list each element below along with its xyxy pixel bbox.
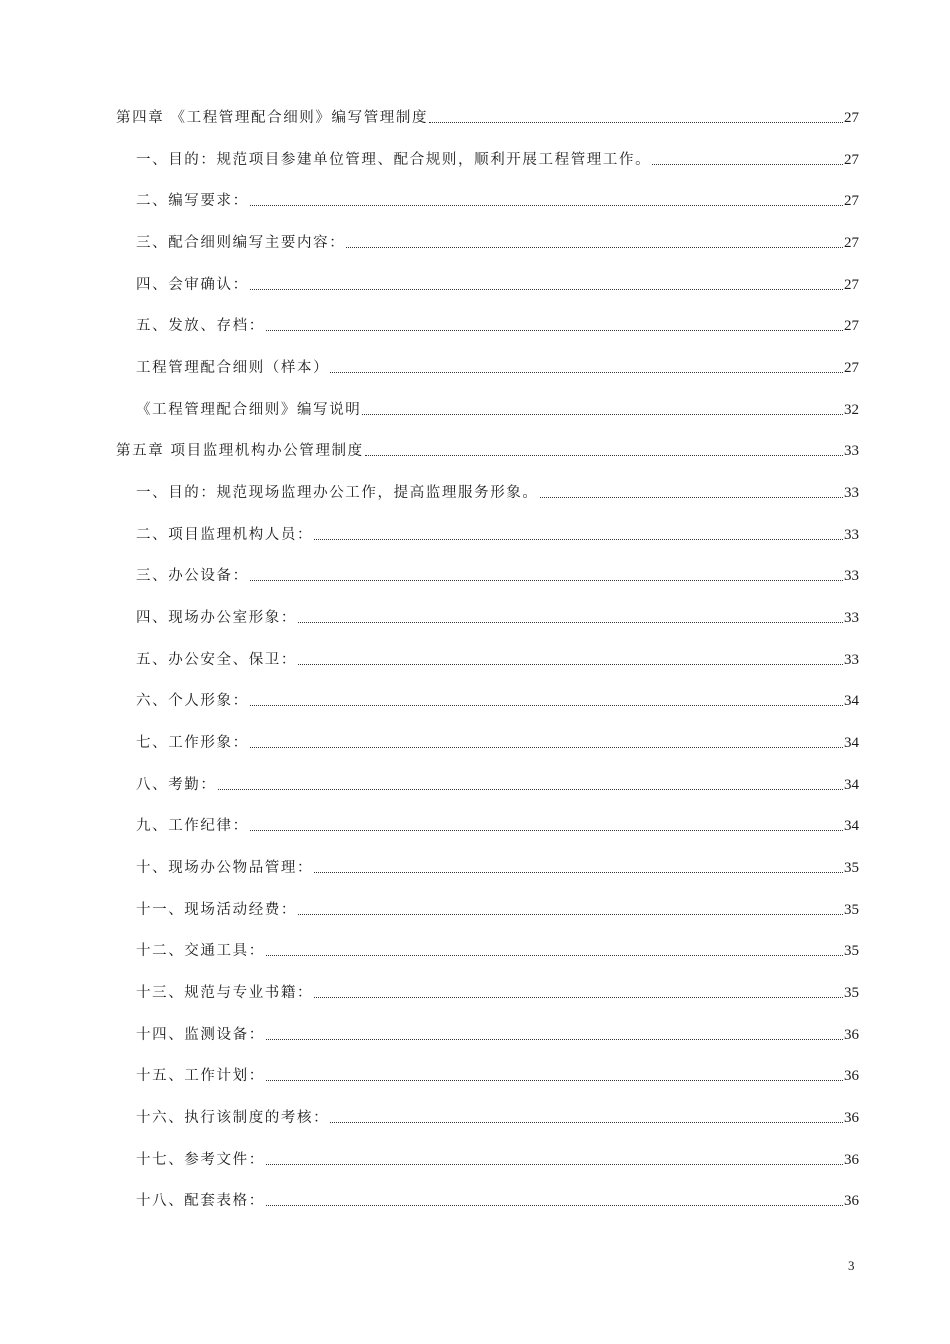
toc-entry-page: 27	[844, 152, 859, 168]
toc-entry[interactable]	[136, 1063, 859, 1085]
toc-leader-dots	[250, 205, 843, 206]
toc-entry-title: 十六、执行该制度的考核：	[136, 1110, 330, 1126]
toc-entry-page: 33	[844, 485, 859, 501]
toc-entry[interactable]	[136, 730, 859, 752]
toc-entry-page: 33	[844, 610, 859, 626]
toc-leader-dots	[298, 664, 843, 665]
toc-entry-title: 二、项目监理机构人员：	[136, 527, 314, 543]
toc-entry-title: 二、编写要求：	[136, 193, 249, 209]
toc-entry-page: 35	[844, 985, 859, 1001]
toc-entry-page: 34	[844, 693, 859, 709]
page-number: 3	[848, 1258, 855, 1273]
toc-entry[interactable]	[136, 938, 859, 960]
toc-leader-dots	[266, 1205, 843, 1206]
toc-entry[interactable]	[136, 1147, 859, 1169]
toc-entry-page: 34	[844, 735, 859, 751]
toc-entry-page: 27	[844, 277, 859, 293]
toc-entry-page: 36	[844, 1110, 859, 1126]
toc-entry-title: 十三、规范与专业书籍：	[136, 985, 314, 1001]
toc-entry[interactable]	[136, 772, 859, 794]
toc-entry[interactable]	[136, 1105, 859, 1127]
toc-entry-title: 十七、参考文件：	[136, 1152, 265, 1168]
toc-leader-dots	[314, 539, 843, 540]
toc-entry-title: 《工程管理配合细则》编写说明	[136, 402, 362, 418]
toc-entry-title: 六、个人形象：	[136, 693, 249, 709]
toc-entry[interactable]	[136, 980, 859, 1002]
toc-leader-dots	[218, 789, 844, 790]
toc-entry-title: 一、目的：规范现场监理办公工作，提高监理服务形象。	[136, 485, 539, 501]
toc-leader-dots	[250, 830, 843, 831]
toc-leader-dots	[314, 872, 843, 873]
toc-entry-title: 十八、配套表格：	[136, 1193, 265, 1209]
toc-entry-page: 36	[844, 1193, 859, 1209]
toc-entry[interactable]	[136, 230, 859, 252]
toc-entry-page: 36	[844, 1152, 859, 1168]
toc-entry-page: 33	[844, 568, 859, 584]
toc-entry-page: 27	[844, 360, 859, 376]
toc-entry-page: 33	[844, 443, 859, 459]
toc-entry[interactable]	[136, 522, 859, 544]
toc-entry-page: 34	[844, 818, 859, 834]
toc-leader-dots	[266, 1080, 843, 1081]
toc-leader-dots	[250, 289, 843, 290]
toc-entry-title: 十二、交通工具：	[136, 943, 265, 959]
toc-entry-page: 27	[844, 193, 859, 209]
toc-entry-title: 三、配合细则编写主要内容：	[136, 235, 346, 251]
toc-entry[interactable]	[136, 397, 859, 419]
toc-leader-dots	[266, 330, 843, 331]
toc-leader-dots	[266, 955, 843, 956]
toc-entry-page: 27	[844, 110, 859, 126]
toc-entry-title: 十一、现场活动经费：	[136, 902, 297, 918]
toc-entry-title: 三、办公设备：	[136, 568, 249, 584]
toc-entry-title: 十四、监测设备：	[136, 1027, 265, 1043]
toc-entry[interactable]	[136, 1022, 859, 1044]
toc-entry-title: 第五章 项目监理机构办公管理制度	[116, 443, 364, 459]
toc-leader-dots	[330, 1122, 843, 1123]
toc-entry[interactable]	[136, 272, 859, 294]
toc-entry[interactable]	[136, 688, 859, 710]
toc-entry-title: 四、会审确认：	[136, 277, 249, 293]
toc-leader-dots	[652, 164, 843, 165]
toc-entry-page: 36	[844, 1027, 859, 1043]
toc-entry[interactable]	[136, 1188, 859, 1210]
toc-entry-title: 四、现场办公室形象：	[136, 610, 297, 626]
toc-entry-title: 工程管理配合细则（样本）	[136, 360, 330, 376]
toc-entry[interactable]	[136, 188, 859, 210]
toc-leader-dots	[250, 705, 843, 706]
toc-entry-title: 十五、工作计划：	[136, 1068, 265, 1084]
toc-entry-title: 五、发放、存档：	[136, 318, 265, 334]
toc-entry[interactable]	[136, 855, 859, 877]
toc-entry-page: 32	[844, 402, 859, 418]
toc-entry[interactable]	[136, 563, 859, 585]
toc-entry[interactable]	[116, 438, 859, 460]
toc-entry-title: 十、现场办公物品管理：	[136, 860, 314, 876]
toc-entry[interactable]	[136, 897, 859, 919]
toc-entry-page: 27	[844, 318, 859, 334]
toc-entry[interactable]	[136, 813, 859, 835]
toc-entry[interactable]	[136, 355, 859, 377]
toc-entry-title: 一、目的：规范项目参建单位管理、配合规则，顺利开展工程管理工作。	[136, 152, 652, 168]
toc-entry-page: 36	[844, 1068, 859, 1084]
toc-entry-page: 27	[844, 235, 859, 251]
toc-entry-page: 35	[844, 902, 859, 918]
toc-entry-title: 五、办公安全、保卫：	[136, 652, 297, 668]
toc-entry-title: 第四章 《工程管理配合细则》编写管理制度	[116, 110, 429, 126]
toc-entry-page: 33	[844, 652, 859, 668]
toc-leader-dots	[330, 372, 843, 373]
toc-leader-dots	[540, 497, 844, 498]
toc-entry[interactable]	[136, 147, 859, 169]
toc-entry[interactable]	[136, 605, 859, 627]
toc-leader-dots	[314, 997, 843, 998]
toc-leader-dots	[429, 122, 843, 123]
toc-leader-dots	[266, 1164, 843, 1165]
toc-entry-page: 34	[844, 777, 859, 793]
toc-leader-dots	[346, 247, 843, 248]
toc-leader-dots	[250, 580, 843, 581]
toc-entry[interactable]	[136, 480, 859, 502]
toc-entry-page: 33	[844, 527, 859, 543]
toc-leader-dots	[250, 747, 843, 748]
toc-entry-page: 35	[844, 943, 859, 959]
toc-entry[interactable]	[136, 313, 859, 335]
toc-entry[interactable]	[116, 105, 859, 127]
toc-leader-dots	[266, 1039, 843, 1040]
toc-entry-title: 七、工作形象：	[136, 735, 249, 751]
toc-leader-dots	[362, 414, 843, 415]
toc-entry-title: 九、工作纪律：	[136, 818, 249, 834]
toc-entry-page: 35	[844, 860, 859, 876]
toc-entry-title: 八、考勤：	[136, 777, 217, 793]
toc-leader-dots	[365, 455, 843, 456]
toc-leader-dots	[298, 914, 843, 915]
toc-entry[interactable]	[136, 647, 859, 669]
toc-leader-dots	[298, 622, 843, 623]
